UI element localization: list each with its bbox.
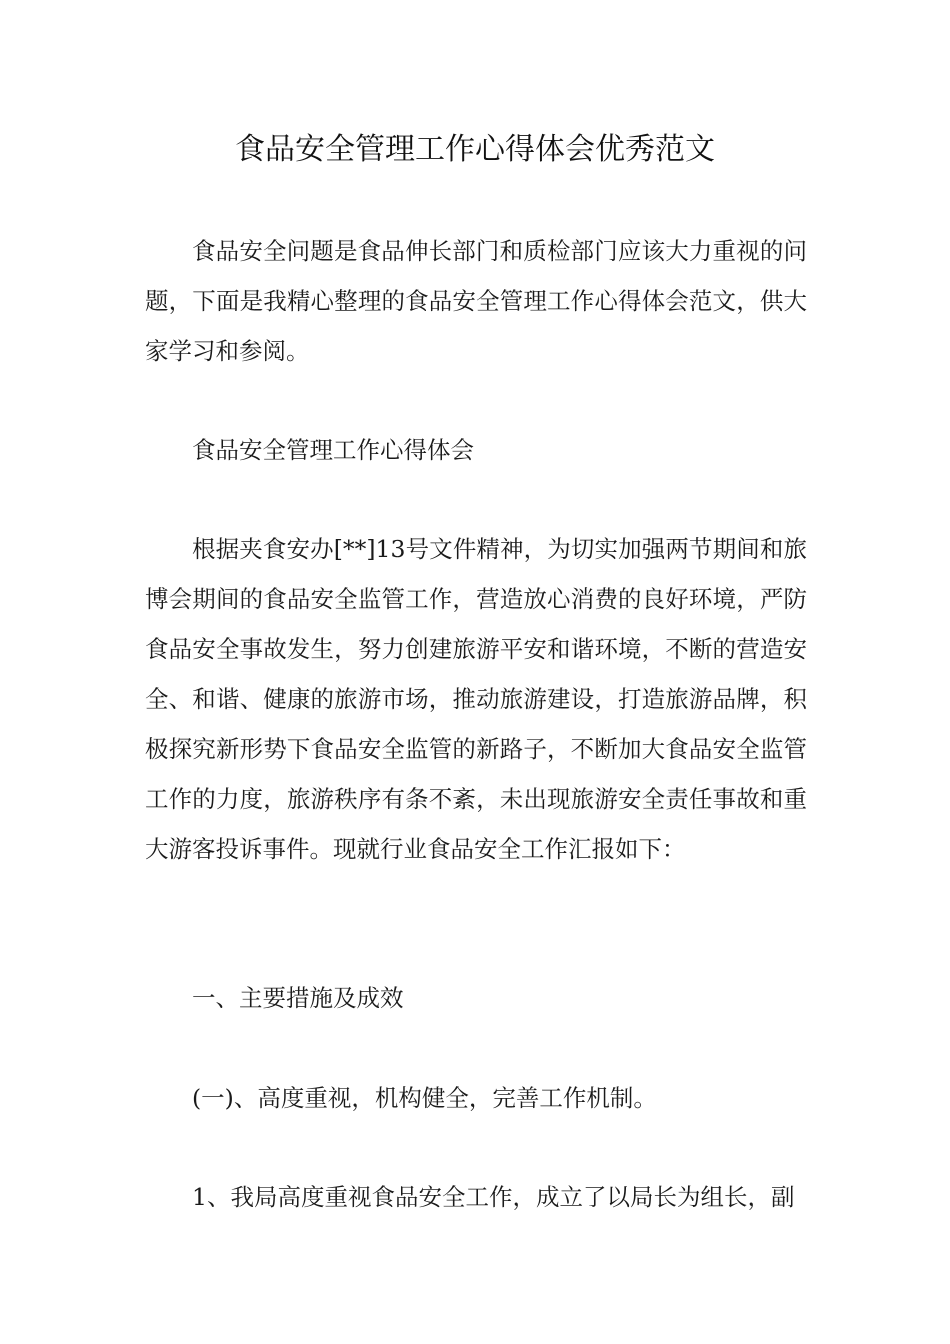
section-heading: 食品安全管理工作心得体会 (192, 436, 474, 464)
section-heading-main-measures: 一、主要措施及成效 (192, 984, 404, 1012)
intro-paragraph: 食品安全问题是食品伸长部门和质检部门应该大力重视的问题，下面是我精心整理的食品安全管理工作心得体会范文，供大家学习和参阅。 (145, 237, 807, 365)
list-item-paragraph: 1、我局高度重视食品安全工作，成立了以局长为组长，副 (192, 1183, 795, 1211)
subsection-heading: (一)、高度重视，机构健全，完善工作机制。 (192, 1084, 657, 1112)
document-title: 食品安全管理工作心得体会优秀范文 (235, 132, 715, 167)
body-paragraph: 根据夹食安办[**]13号文件精神，为切实加强两节期间和旅博会期间的食品安全监管工作，营造放心消费的良好环境，严防食品安全事故发生，努力创建旅游平安和谐环境，不断的营造安全、和谐、健康的旅游市场，推动旅游建设，打造旅游品牌，积极探究新形势下食品安全监管的新路子，不断加大食品安全监管工作的力度，旅游秩序有条不紊，未出现旅游安全责任事故和重大游客投诉事件。现就行业食品安全工作汇报如下： (145, 535, 807, 863)
